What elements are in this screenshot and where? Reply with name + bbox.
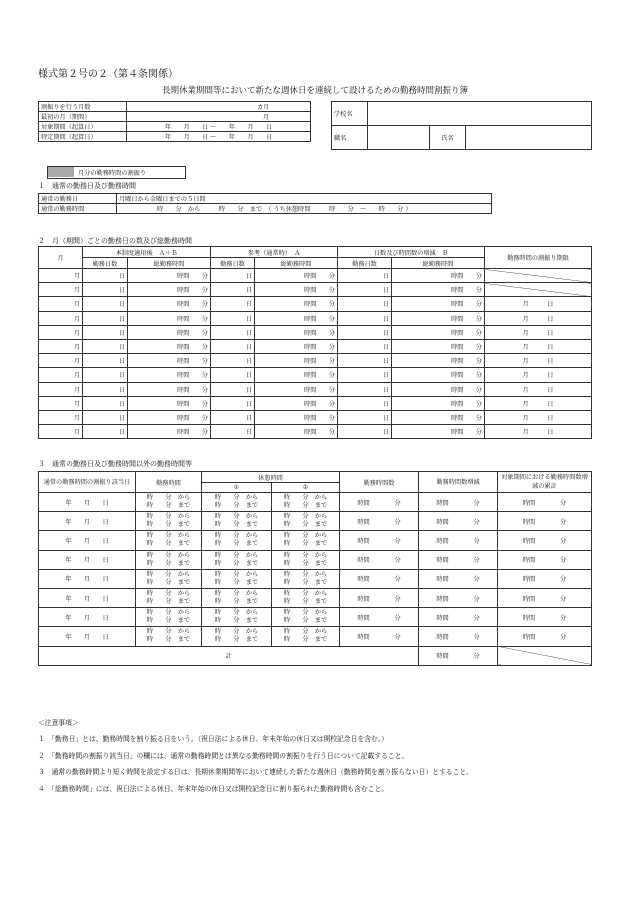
table-row: [39, 368, 592, 382]
work-time-cell[interactable]: [136, 608, 202, 627]
time-to: 時 分 まで: [146, 617, 191, 625]
total-cumulative-blank: [498, 646, 592, 665]
month-cell[interactable]: 月: [39, 339, 83, 353]
header-label: 最初の月（期間）: [39, 112, 127, 122]
time-from: 時 分 から: [214, 570, 259, 578]
hours-cell[interactable]: 時間 分: [392, 311, 485, 325]
hours-cell[interactable]: 時間 分: [392, 297, 485, 311]
normal-days-label: 通常の勤務日: [39, 194, 117, 204]
days-cell[interactable]: 日: [338, 297, 392, 311]
days-cell[interactable]: 日: [338, 382, 392, 396]
header-label: 割振りを行う月数: [39, 102, 127, 112]
table-row: [39, 269, 592, 283]
time-from: 時 分 から: [283, 590, 328, 598]
table-row: [39, 425, 592, 439]
rest-1-header: ①: [202, 483, 272, 493]
col-change-header: 勤務時間数増減: [419, 472, 498, 493]
time-to: 時 分 まで: [214, 559, 259, 567]
col-hours-header: 勤務時間数: [340, 472, 419, 493]
position-field[interactable]: [368, 126, 430, 150]
allocation-label: 月分の勤務時間の割振り: [78, 170, 147, 177]
change-cell[interactable]: 時間 分: [419, 512, 498, 531]
header-value-field[interactable]: 年 月 日 〜 年 月 日: [127, 122, 311, 132]
school-field[interactable]: [368, 102, 592, 126]
cumulative-cell[interactable]: 時間 分: [498, 608, 592, 627]
sub-days-header: 勤務日数: [83, 258, 128, 269]
table-row: [39, 493, 592, 512]
days-cell[interactable]: 日: [83, 311, 128, 325]
rest-1-cell[interactable]: [202, 550, 272, 569]
hours-cell[interactable]: 時間 分: [128, 354, 211, 368]
header-school-table: [331, 101, 592, 150]
time-to: 時 分 まで: [146, 559, 191, 567]
section1-title: １ 通常の勤務日及び勤務時間: [38, 182, 136, 190]
sub-days-header: 勤務日数: [211, 258, 255, 269]
hours-cell[interactable]: 時間 分: [255, 410, 338, 424]
normal-days-value[interactable]: 月曜日から金曜日までの５日間: [117, 194, 492, 204]
total-change-cell[interactable]: 時間 分: [419, 646, 498, 665]
document-title: 長期休業期間等において新たな週休日を連続して設けるための勤務時間割振り簿: [161, 86, 468, 96]
time-from: 時 分 から: [283, 494, 328, 502]
days-cell[interactable]: 日: [338, 396, 392, 410]
change-cell[interactable]: 時間 分: [419, 550, 498, 569]
days-cell[interactable]: 日: [83, 368, 128, 382]
cumulative-cell[interactable]: 時間 分: [498, 550, 592, 569]
rest-2-cell[interactable]: [272, 627, 340, 646]
hours-cell[interactable]: 時間 分: [392, 354, 485, 368]
cumulative-cell[interactable]: 時間 分: [498, 588, 592, 607]
hours-cell[interactable]: 時間 分: [392, 382, 485, 396]
time-from: 時 分 から: [214, 532, 259, 540]
date-cell[interactable]: 年 月 日: [39, 627, 136, 646]
month-cell[interactable]: 月: [39, 354, 83, 368]
hours-cell[interactable]: 時間 分: [392, 325, 485, 339]
col-rest-header: 休憩時間: [202, 472, 340, 483]
time-to: 時 分 まで: [283, 636, 328, 644]
sub-days-header: 勤務日数: [338, 258, 392, 269]
hours-cell[interactable]: 時間 分: [392, 339, 485, 353]
hours-cell[interactable]: 時間 分: [255, 283, 338, 297]
deadline-cell[interactable]: 月 日: [485, 396, 592, 410]
deadline-cell[interactable]: 月 日: [485, 368, 592, 382]
date-cell[interactable]: 年 月 日: [39, 588, 136, 607]
time-from: 時 分 から: [283, 513, 328, 521]
rest-2-cell[interactable]: [272, 588, 340, 607]
hours-cell[interactable]: 時間 分: [128, 382, 211, 396]
deadline-cell[interactable]: 月 日: [485, 297, 592, 311]
month-cell[interactable]: 月: [39, 283, 83, 297]
work-time-cell[interactable]: [136, 550, 202, 569]
hours-cell[interactable]: 時間 分: [255, 354, 338, 368]
allocation-month-field[interactable]: [48, 167, 74, 177]
work-time-cell[interactable]: [136, 531, 202, 550]
hours-cell[interactable]: 時間 分: [128, 283, 211, 297]
days-cell[interactable]: 日: [338, 325, 392, 339]
hours-cell[interactable]: 時間 分: [255, 325, 338, 339]
month-cell[interactable]: 月: [39, 269, 83, 283]
days-cell[interactable]: 日: [211, 410, 255, 424]
hours-cell[interactable]: 時間 分: [340, 569, 419, 588]
hours-cell[interactable]: 時間 分: [392, 368, 485, 382]
time-to: 時 分 まで: [146, 636, 191, 644]
group-a-b-header: 本制度適用後 Ａ＋Ｂ: [83, 247, 211, 258]
work-time-cell[interactable]: [136, 569, 202, 588]
header-label: 特定期間（起算日）: [39, 132, 127, 142]
change-cell[interactable]: 時間 分: [419, 608, 498, 627]
hours-cell[interactable]: 時間 分: [128, 339, 211, 353]
hours-cell[interactable]: 時間 分: [392, 269, 485, 283]
change-cell[interactable]: 時間 分: [419, 627, 498, 646]
change-cell[interactable]: 時間 分: [419, 569, 498, 588]
rest-1-cell[interactable]: [202, 493, 272, 512]
hours-cell[interactable]: 時間 分: [255, 368, 338, 382]
days-cell[interactable]: 日: [83, 339, 128, 353]
days-cell[interactable]: 日: [338, 283, 392, 297]
days-cell[interactable]: 日: [338, 354, 392, 368]
days-cell[interactable]: 日: [83, 382, 128, 396]
time-from: 時 分 から: [146, 590, 191, 598]
note-item: ３ 通常の勤務時間より短く時間を設定する日は、長期休業期間等において連続した新たな週休日（勤務時間を割り振らない日）とすること。: [38, 768, 473, 776]
col-month-header: 月: [39, 247, 83, 269]
table-row: [39, 297, 592, 311]
table-row: [39, 588, 592, 607]
name-field[interactable]: [466, 126, 592, 150]
days-cell[interactable]: 日: [338, 410, 392, 424]
rest-1-cell[interactable]: [202, 627, 272, 646]
days-cell[interactable]: 日: [338, 425, 392, 439]
time-to: 時 分 まで: [214, 540, 259, 548]
hours-cell[interactable]: 時間 分: [128, 297, 211, 311]
days-cell[interactable]: 日: [211, 297, 255, 311]
deadline-cell[interactable]: 月 日: [485, 339, 592, 353]
time-from: 時 分 から: [214, 494, 259, 502]
time-to: 時 分 まで: [146, 578, 191, 586]
month-cell[interactable]: 月: [39, 396, 83, 410]
table-row: [39, 311, 592, 325]
table-row: [39, 627, 592, 646]
rest-2-cell[interactable]: [272, 493, 340, 512]
header-value-field[interactable]: カ月: [127, 102, 311, 112]
time-from: 時 分 から: [283, 532, 328, 540]
hours-cell[interactable]: 時間 分: [255, 339, 338, 353]
table-row: [39, 410, 592, 424]
rest-1-cell[interactable]: [202, 588, 272, 607]
time-from: 時 分 から: [214, 551, 259, 559]
position-label: 職名: [332, 126, 368, 150]
table-row: [39, 283, 592, 297]
time-from: 時 分 から: [146, 494, 191, 502]
deadline-cell[interactable]: 月 日: [485, 382, 592, 396]
header-value-field[interactable]: 月: [127, 112, 311, 122]
time-from: 時 分 から: [214, 628, 259, 636]
days-cell[interactable]: 日: [83, 354, 128, 368]
month-cell[interactable]: 月: [39, 425, 83, 439]
time-from: 時 分 から: [214, 609, 259, 617]
month-cell[interactable]: 月: [39, 410, 83, 424]
cumulative-cell[interactable]: 時間 分: [498, 493, 592, 512]
total-label: 計: [39, 646, 419, 665]
time-to: 時 分 まで: [214, 502, 259, 510]
days-cell[interactable]: 日: [83, 269, 128, 283]
rest-2-cell[interactable]: [272, 569, 340, 588]
days-cell[interactable]: 日: [338, 339, 392, 353]
month-cell[interactable]: 月: [39, 368, 83, 382]
total-row: [39, 646, 592, 665]
days-cell[interactable]: 日: [83, 396, 128, 410]
days-cell[interactable]: 日: [338, 269, 392, 283]
time-to: 時 分 まで: [146, 598, 191, 606]
irregular-hours-body: [39, 493, 592, 666]
time-to: 時 分 まで: [214, 636, 259, 644]
hours-cell[interactable]: 時間 分: [128, 269, 211, 283]
time-to: 時 分 まで: [283, 578, 328, 586]
days-cell[interactable]: 日: [211, 269, 255, 283]
group-a-header: 参考（通常時） Ａ: [211, 247, 338, 258]
hours-cell[interactable]: 時間 分: [340, 627, 419, 646]
time-from: 時 分 から: [283, 609, 328, 617]
monthly-table-body: [39, 269, 592, 439]
note-item: １ 「勤務日」とは、勤務時間を割り振る日をいう。（祝日法による休日、年末年始の休日又は開校記念日を含む。）: [38, 735, 389, 743]
table-row: [39, 608, 592, 627]
deadline-cell-blank[interactable]: [485, 283, 592, 297]
hours-cell[interactable]: 時間 分: [128, 311, 211, 325]
rest-2-header: ②: [272, 483, 340, 493]
note-item: ４ 「総勤務時間」には、祝日法による休日、年末年始の休日又は開校記念日に割り振られた勤務時間も含むこと。: [38, 785, 389, 793]
name-label: 氏名: [430, 126, 466, 150]
table-row: [39, 396, 592, 410]
time-from: 時 分 から: [214, 590, 259, 598]
time-to: 時 分 まで: [283, 559, 328, 567]
days-cell[interactable]: 日: [83, 410, 128, 424]
work-time-cell[interactable]: [136, 512, 202, 531]
time-to: 時 分 まで: [283, 540, 328, 548]
hours-cell[interactable]: 時間 分: [255, 396, 338, 410]
days-cell[interactable]: 日: [211, 368, 255, 382]
days-cell[interactable]: 日: [211, 325, 255, 339]
cumulative-cell[interactable]: 時間 分: [498, 627, 592, 646]
days-cell[interactable]: 日: [211, 354, 255, 368]
monthly-table: [38, 246, 592, 439]
days-cell[interactable]: 日: [338, 368, 392, 382]
days-cell[interactable]: 日: [83, 283, 128, 297]
days-cell[interactable]: 日: [338, 311, 392, 325]
days-cell[interactable]: 日: [83, 325, 128, 339]
hours-cell[interactable]: 時間 分: [392, 425, 485, 439]
school-label: 学校名: [332, 102, 368, 126]
time-from: 時 分 から: [283, 628, 328, 636]
deadline-cell[interactable]: 月 日: [485, 410, 592, 424]
time-to: 時 分 まで: [214, 578, 259, 586]
hours-cell[interactable]: 時間 分: [392, 283, 485, 297]
cumulative-cell[interactable]: 時間 分: [498, 512, 592, 531]
table-row: [39, 325, 592, 339]
time-to: 時 分 まで: [283, 598, 328, 606]
rest-1-cell[interactable]: [202, 608, 272, 627]
time-from: 時 分 から: [146, 570, 191, 578]
deadline-cell[interactable]: 月 日: [485, 311, 592, 325]
time-from: 時 分 から: [283, 570, 328, 578]
time-to: 時 分 まで: [146, 502, 191, 510]
change-cell[interactable]: 時間 分: [419, 531, 498, 550]
hours-cell[interactable]: 時間 分: [255, 425, 338, 439]
hours-cell[interactable]: 時間 分: [255, 382, 338, 396]
hours-cell[interactable]: 時間 分: [255, 297, 338, 311]
col-work-header: 勤務時間: [136, 472, 202, 493]
section3-title: ３ 通常の勤務日及び勤務時間以外の勤務時間等: [38, 460, 192, 468]
hours-cell[interactable]: 時間 分: [392, 410, 485, 424]
days-cell[interactable]: 日: [211, 425, 255, 439]
rest-2-cell[interactable]: [272, 550, 340, 569]
rest-2-cell[interactable]: [272, 531, 340, 550]
month-cell[interactable]: 月: [39, 297, 83, 311]
table-row: [39, 531, 592, 550]
hours-cell[interactable]: 時間 分: [128, 325, 211, 339]
change-cell[interactable]: 時間 分: [419, 493, 498, 512]
time-from: 時 分 から: [214, 513, 259, 521]
deadline-cell-blank[interactable]: [485, 269, 592, 283]
normal-hours-label: 通常の勤務時間: [39, 204, 117, 214]
hours-cell[interactable]: 時間 分: [255, 311, 338, 325]
time-from: 時 分 から: [146, 628, 191, 636]
date-cell[interactable]: 年 月 日: [39, 608, 136, 627]
days-cell[interactable]: 日: [211, 382, 255, 396]
rest-1-cell[interactable]: [202, 512, 272, 531]
time-to: 時 分 まで: [214, 598, 259, 606]
work-time-cell[interactable]: [136, 588, 202, 607]
col-date-header: 通常の勤務時間の割振り該当日: [39, 472, 136, 493]
hours-cell[interactable]: 時間 分: [255, 269, 338, 283]
normal-hours-value[interactable]: 時 分 から 時 分 まで （ うち休憩時間 時 分 〜 時 分 ）: [117, 204, 492, 214]
month-cell[interactable]: 月: [39, 382, 83, 396]
date-cell[interactable]: 年 月 日: [39, 531, 136, 550]
hours-cell[interactable]: 時間 分: [128, 425, 211, 439]
days-cell[interactable]: 日: [211, 283, 255, 297]
table-row: [39, 382, 592, 396]
table-row: [39, 512, 592, 531]
deadline-cell[interactable]: 月 日: [485, 325, 592, 339]
rest-2-cell[interactable]: [272, 512, 340, 531]
header-value-field[interactable]: 年 月 日 〜 年 月 日: [127, 132, 311, 142]
time-to: 時 分 まで: [214, 521, 259, 529]
sub-hours-header: 総勤務時間: [255, 258, 338, 269]
work-time-cell[interactable]: [136, 627, 202, 646]
time-to: 時 分 まで: [283, 502, 328, 510]
time-from: 時 分 から: [146, 513, 191, 521]
date-cell[interactable]: 年 月 日: [39, 550, 136, 569]
hours-cell[interactable]: 時間 分: [340, 588, 419, 607]
date-cell[interactable]: 年 月 日: [39, 493, 136, 512]
date-cell[interactable]: 年 月 日: [39, 569, 136, 588]
cumulative-cell[interactable]: 時間 分: [498, 531, 592, 550]
hours-cell[interactable]: 時間 分: [340, 608, 419, 627]
hours-cell[interactable]: 時間 分: [340, 550, 419, 569]
hours-cell[interactable]: 時間 分: [340, 531, 419, 550]
group-b-header: 日数及び時間数の増減 Ｂ: [338, 247, 485, 258]
section2-title: ２ 月（期間）ごとの勤務日の数及び総勤務時間: [38, 237, 192, 245]
hours-cell[interactable]: 時間 分: [340, 512, 419, 531]
table-row: [39, 354, 592, 368]
month-cell[interactable]: 月: [39, 325, 83, 339]
sub-hours-header: 総勤務時間: [128, 258, 211, 269]
days-cell[interactable]: 日: [211, 396, 255, 410]
time-from: 時 分 から: [146, 551, 191, 559]
time-from: 時 分 から: [146, 532, 191, 540]
cumulative-cell[interactable]: 時間 分: [498, 569, 592, 588]
time-to: 時 分 まで: [214, 617, 259, 625]
month-cell[interactable]: 月: [39, 311, 83, 325]
header-label: 対象期間（起算日）: [39, 122, 127, 132]
rest-1-cell[interactable]: [202, 531, 272, 550]
days-cell[interactable]: 日: [211, 339, 255, 353]
days-cell[interactable]: 日: [83, 297, 128, 311]
col-cumulative-header: 対象期間における勤務時間数増減の累計: [498, 472, 592, 493]
time-from: 時 分 から: [283, 551, 328, 559]
form-number: 様式第２号の２（第４条関係）: [38, 69, 178, 80]
time-from: 時 分 から: [146, 609, 191, 617]
header-info-table: [38, 101, 311, 142]
work-time-cell[interactable]: [136, 493, 202, 512]
table-row: [39, 339, 592, 353]
table-row: [39, 569, 592, 588]
section1-table: [38, 193, 492, 214]
time-to: 時 分 まで: [146, 521, 191, 529]
date-cell[interactable]: 年 月 日: [39, 512, 136, 531]
notes-heading: ＜注意事項＞: [38, 719, 79, 727]
hours-cell[interactable]: 時間 分: [340, 493, 419, 512]
sub-hours-header: 総勤務時間: [392, 258, 485, 269]
time-to: 時 分 まで: [283, 521, 328, 529]
irregular-hours-table: [38, 471, 592, 666]
table-row: [39, 550, 592, 569]
hours-cell[interactable]: 時間 分: [128, 396, 211, 410]
deadline-cell[interactable]: 月 日: [485, 354, 592, 368]
note-item: ２ 「勤務時間の割振り該当日」の欄には、通常の勤務時間とは異なる勤務時間の割振りを行う日について記載すること。: [38, 752, 409, 760]
days-cell[interactable]: 日: [211, 311, 255, 325]
rest-2-cell[interactable]: [272, 608, 340, 627]
hours-cell[interactable]: 時間 分: [128, 368, 211, 382]
rest-1-cell[interactable]: [202, 569, 272, 588]
hours-cell[interactable]: 時間 分: [392, 396, 485, 410]
col-deadline-header: 勤務時間の割振り期限: [485, 247, 592, 269]
change-cell[interactable]: 時間 分: [419, 588, 498, 607]
hours-cell[interactable]: 時間 分: [128, 410, 211, 424]
time-to: 時 分 まで: [146, 540, 191, 548]
deadline-cell[interactable]: 月 日: [485, 425, 592, 439]
time-to: 時 分 まで: [283, 617, 328, 625]
days-cell[interactable]: 日: [83, 425, 128, 439]
